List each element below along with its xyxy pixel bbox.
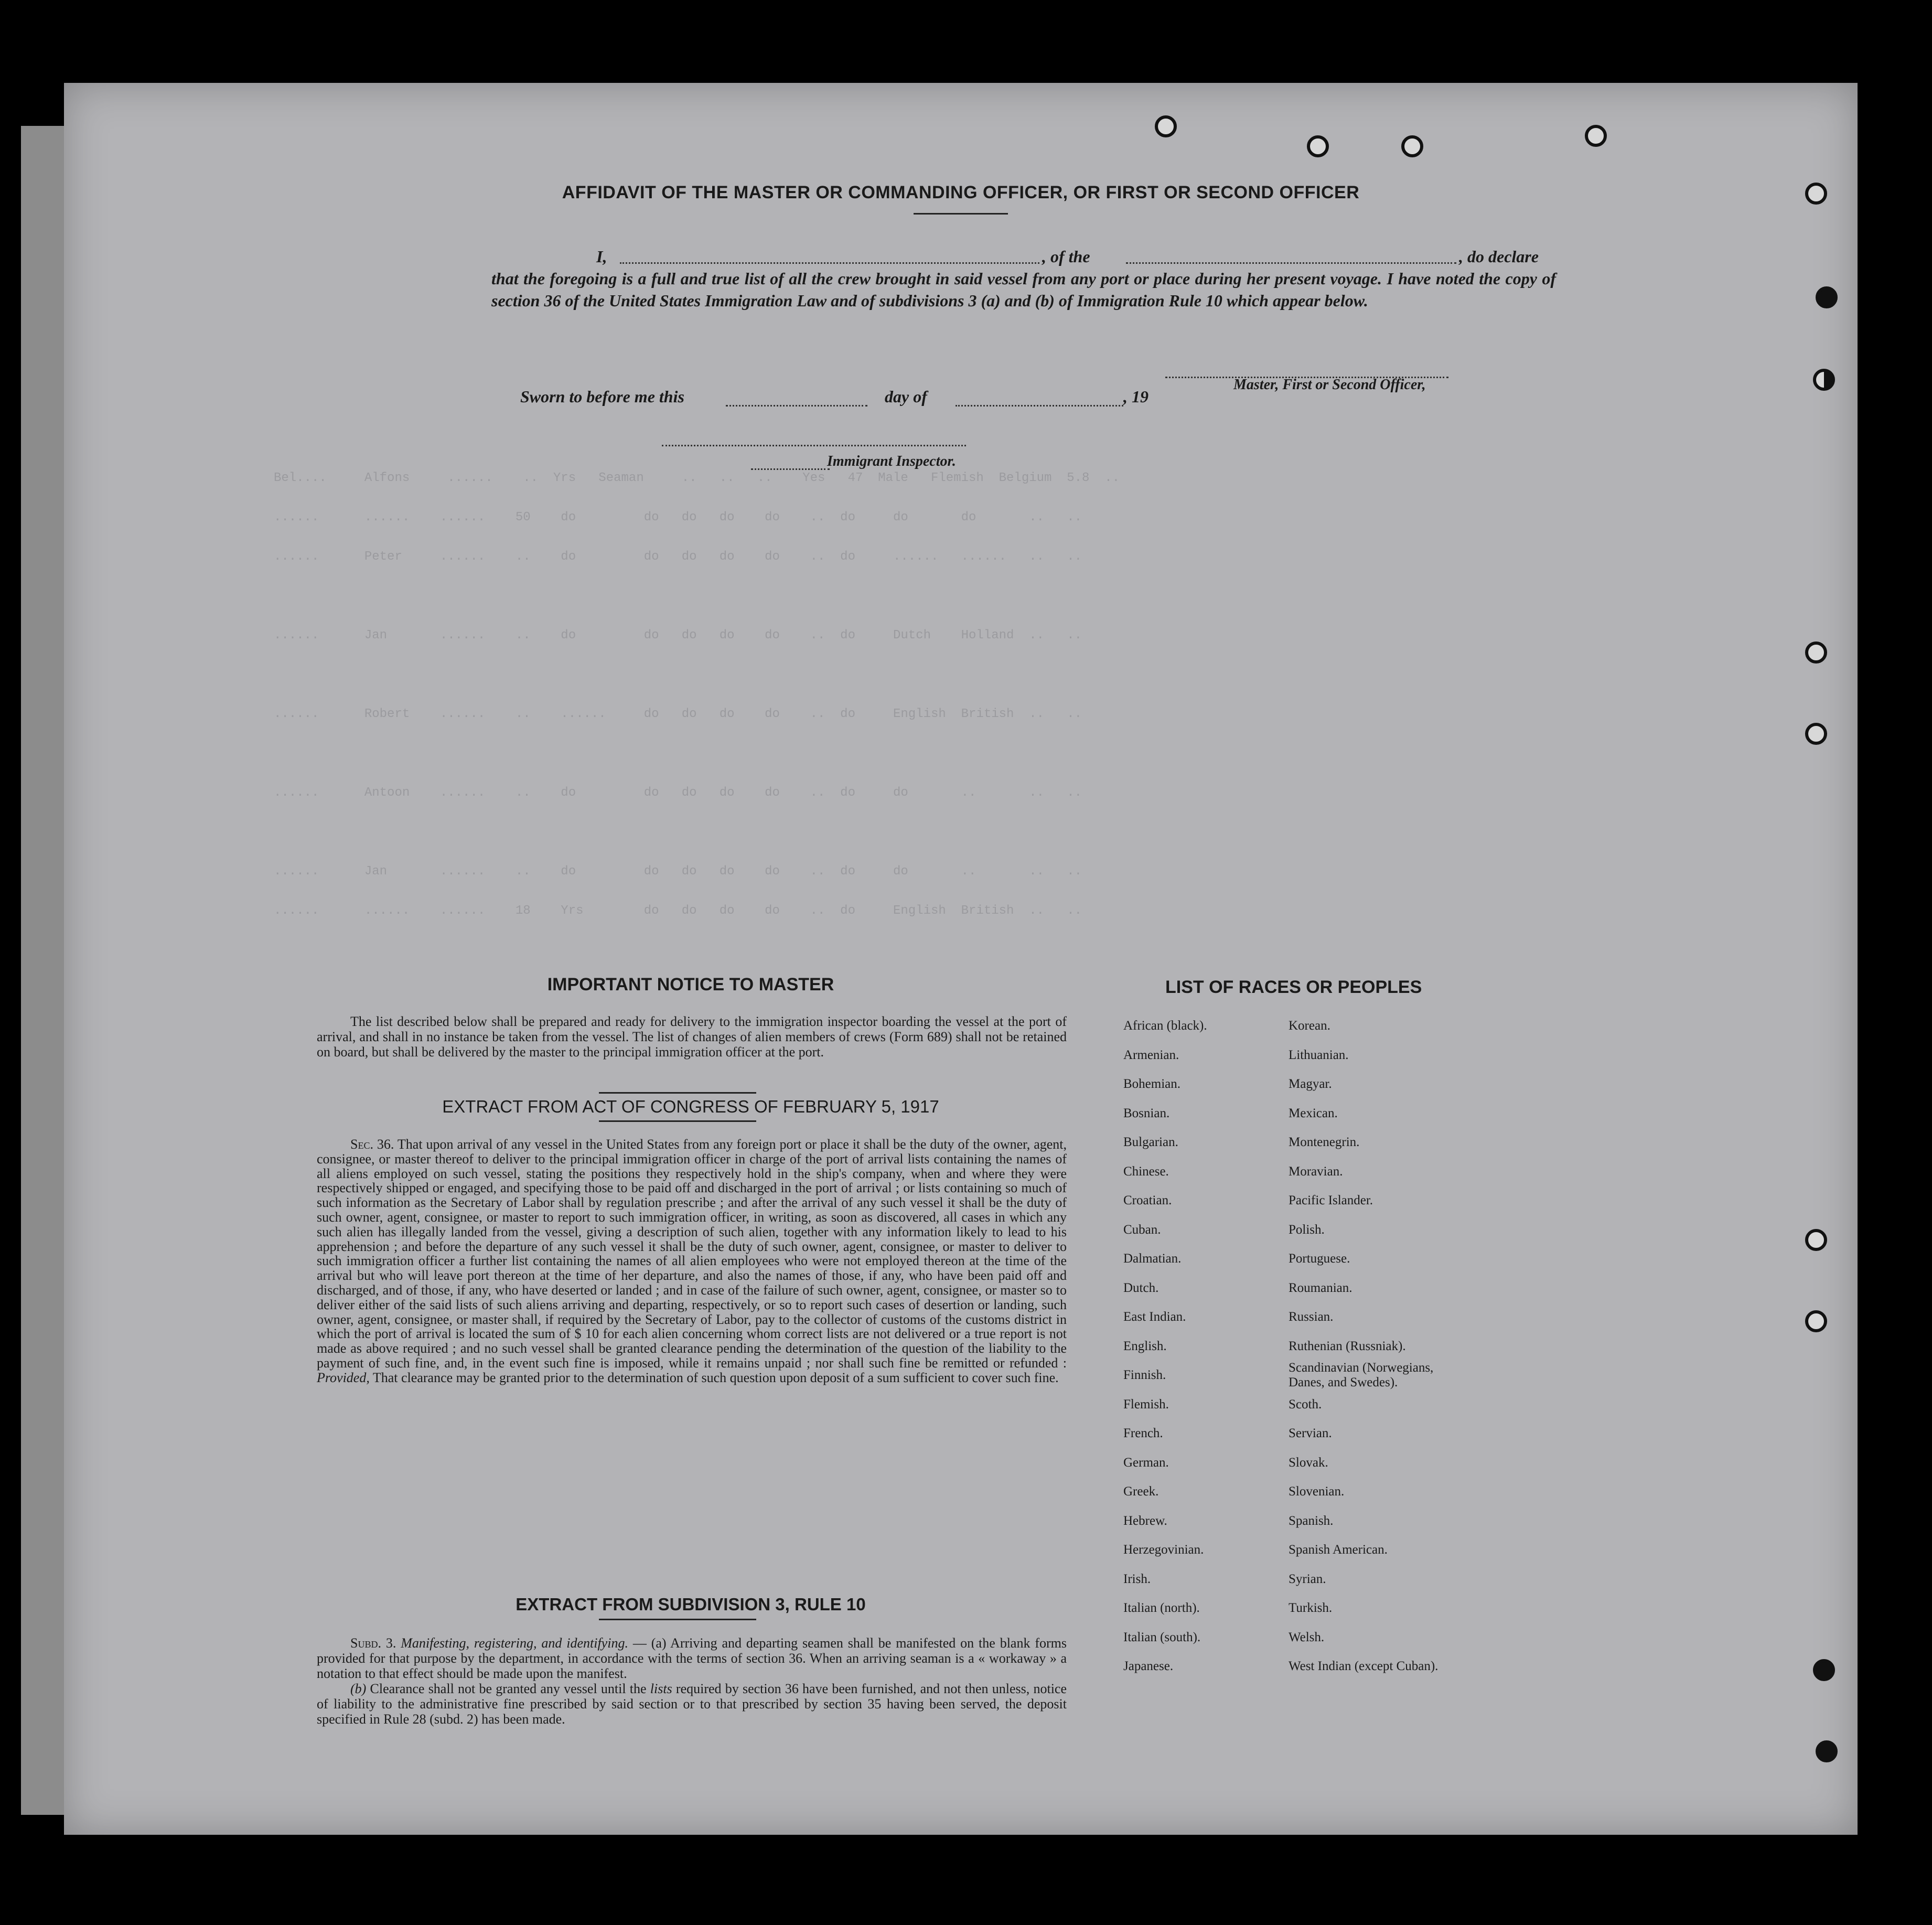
sworn-month-field[interactable] [956,405,1123,407]
act-section-36 [317,1137,1067,1385]
punch-hole-icon [1813,369,1835,391]
bleed-through-text: ...... ...... ...... 18 Yrs do do do do .. do English British .. .. [274,904,1082,918]
rule-para-b-text-1: Clearance shall not be granted any vessel until the [370,1681,647,1696]
races-column-2 [1289,1011,1467,1681]
races-title: LIST OF RACES OR PEOPLES [1165,977,1422,997]
act-sec-body: That upon arrival of any vessel in the United States from any foreign port or place it shall be the duty of the owner, agent, consignee, or master thereof to deliver to the principal immigration officer in charge of the port of arrival lists containing the names of all aliens employed on such vessel, stating the positions they respectively hold in the ship's company, when and where they were respectively shipped or engaged, and specifying those to be paid off and discharged in the port of arrival ; or lists containing so much of such information as the Secretary of Labor shall by regulation prescribe ; and after the arrival of any such vessel it shall be the duty of such owner, agent, consignee, or master to report to such immigration officer, in writing, as soon as discovered, all cases in which any such alien has illegally landed from the vessel, giving a description of such alien, together with any information likely to lead to his apprehension ; and before the departure of any such vessel it shall be the duty of such owner, agent, consignee, or master to deliver to such immigration officer a further list containing the names of all alien employees who were not employed thereon at the time of the arrival but who will leave port thereon at the time of her departure, and also the names of those, if any, who have been paid off and discharged, and of those, if any, who have deserted or landed ; and in case of the failure of such owner, agent, consignee, or master so to deliver either of the said lists of such aliens arriving and departing, respectively, or so to report such cases of desertion or landing, such owner, agent, consignee, or master shall, if required by the Secretary of Labor, pay to the collector of customs of the customs district in which the port of arrival is located the sum of $ 10 for each alien concerning whom correct lists are not delivered or a true report is not made as above required ; and no such vessel shall be granted clearance pending the determination of the question of the liability to the payment of such fine, and, in the event such fine is imposed, while it remains unpaid ; nor shall such fine be remitted or refunded : [317,1137,1067,1371]
punch-hole-icon [1585,125,1607,147]
punch-hole-icon [1813,1659,1835,1681]
declarant-name-field[interactable] [620,262,1039,264]
declaration-do-declare: , do declare [1459,247,1539,266]
vessel-name-field[interactable] [1126,262,1456,264]
inspector-label-leader [751,468,830,470]
punch-hole-icon [1816,286,1838,308]
punch-hole-icon [1307,135,1329,157]
race-item: Dalmatian. [1123,1252,1182,1266]
punch-hole-icon [1401,135,1423,157]
act-title-overline [599,1092,756,1094]
sworn-year-label: , 19 [1123,387,1149,406]
act-sec-label: Sec. 36. [350,1137,394,1152]
notice-body: The list described below shall be prepared and ready for delivery to the immigration inspector boarding the vessel at the port of arrival, and shall in no instance be taken from the vessel. The list of changes of alien members of crews (Form 689) shall not be retained on board, but shall be delivered by the master to the principal immigration officer at the port. [317,1014,1067,1060]
race-item: Spanish. [1289,1513,1334,1528]
race-item: Slovenian. [1289,1484,1345,1499]
race-item: African (black). [1123,1019,1207,1033]
race-item: Bulgarian. [1123,1135,1178,1149]
affidavit-title: AFFIDAVIT OF THE MASTER OR COMMANDING OFFICER, OR FIRST OR SECOND OFFICER [562,183,1360,202]
race-item: Turkish. [1289,1601,1333,1615]
race-item: Korean. [1289,1019,1330,1033]
rule-title: EXTRACT FROM SUBDIVISION 3, RULE 10 [516,1595,866,1614]
race-item: Welsh. [1289,1630,1325,1644]
rule-subd-heading: Manifesting, registering, and identifying. [401,1635,628,1651]
title-underline [914,213,1008,215]
race-item: Syrian. [1289,1571,1326,1586]
race-item: Armenian. [1123,1047,1179,1062]
bleed-through-text: Bel.... Alfons ...... .. Yrs Seaman .. .. .. Yes 47 Male Flemish Belgium 5.8 .. [274,471,1120,485]
punch-hole-icon [1805,1229,1827,1251]
race-item: Irish. [1123,1571,1151,1586]
sworn-prefix: Sworn to before me this [520,387,684,406]
bleed-through-text: ...... Robert ...... .. ...... do do do do .. do English British .. .. [274,707,1082,721]
rule-para-a-marker: — (a) [632,1635,667,1651]
punch-hole-icon [1805,1310,1827,1332]
race-item: Hebrew. [1123,1513,1167,1528]
race-item: Magyar. [1289,1077,1332,1091]
rule-para-b-lists: lists [650,1681,672,1696]
rule-para-a [317,1635,1067,1681]
race-item: Dutch. [1123,1280,1159,1295]
punch-hole-icon [1816,1740,1838,1762]
race-item: Spanish American. [1289,1543,1388,1557]
race-item: Scoth. [1289,1397,1322,1411]
rule-subdivision-3 [317,1635,1067,1727]
bleed-through-text: ...... Peter ...... .. do do do do do .. do ...... ...... .. .. [274,550,1082,564]
race-item: Scandinavian (Norwegians, Danes, and Swedes). [1289,1361,1434,1389]
race-item: Finnish. [1123,1368,1166,1382]
sworn-day-label: day of [885,387,927,406]
declaration-i: I, [596,247,607,266]
race-item: Bosnian. [1123,1106,1170,1120]
bleed-through-text: ...... Jan ...... .. do do do do do .. do Dutch Holland .. .. [274,628,1082,643]
affidavit-declaration [491,245,1556,312]
officer-signature-label: Master, First or Second Officer, [1233,377,1426,393]
race-item: Italian (north). [1123,1601,1200,1615]
race-item: French. [1123,1426,1163,1440]
inspector-label: Immigrant Inspector. [827,453,956,469]
race-item: Bohemian. [1123,1077,1181,1091]
race-item: Japanese. [1123,1659,1174,1673]
race-item: Servian. [1289,1426,1332,1440]
race-item: Montenegrin. [1289,1135,1360,1149]
punch-hole-icon [1805,723,1827,745]
act-proviso-label: Provided, [317,1370,370,1385]
punch-hole-icon [1805,183,1827,205]
rule-para-a-text: Arriving and departing seamen shall be manifested on the blank forms provided for that purpose by the department, in accordance with the terms of section 36. When an arriving seaman is a « workaway » a notation to that effect should be made upon the manifest. [317,1635,1067,1681]
race-item: Cuban. [1123,1222,1161,1237]
race-item: Russian. [1289,1310,1334,1324]
race-item: Roumanian. [1289,1280,1353,1295]
race-item: Pacific Islander. [1289,1193,1373,1207]
bleed-through-text: ...... ...... ...... 50 do do do do do .. do do do .. .. [274,510,1082,525]
declaration-of-the: , of the [1042,247,1090,266]
rule-title-underline [599,1619,756,1620]
inspector-signature-line[interactable] [662,445,966,446]
race-item: Portuguese. [1289,1252,1350,1266]
act-title-underline [599,1120,756,1122]
race-item: Lithuanian. [1289,1047,1349,1062]
punch-hole-icon [1805,641,1827,664]
race-item: English. [1123,1339,1167,1353]
bleed-through-text: ...... Antoon ...... .. do do do do do .. do do .. .. .. [274,786,1082,800]
race-item: Greek. [1123,1484,1159,1499]
race-item: West Indian (except Cuban). [1289,1659,1439,1673]
declaration-first-line [491,245,1556,268]
declaration-body: that the foregoing is a full and true list of all the crew brought in said vessel from any port or place during her present voyage. I have noted the copy of section 36 of the United States Immigration Law and of subdivisions 3 (a) and (b) of Immigration Rule 10 which appear below. [491,269,1556,310]
race-item: Polish. [1289,1222,1325,1237]
race-item: Ruthenian (Russniak). [1289,1339,1406,1353]
race-item: Moravian. [1289,1164,1343,1179]
rule-para-b [317,1681,1067,1727]
manifest-page [64,83,1858,1835]
race-item: Italian (south). [1123,1630,1201,1644]
race-item: East Indian. [1123,1310,1186,1324]
notice-title: IMPORTANT NOTICE TO MASTER [547,975,834,994]
race-item: Flemish. [1123,1397,1169,1411]
rule-para-b-marker: (b) [350,1681,367,1696]
sworn-day-field[interactable] [726,405,867,407]
rule-para-b-text-2: required by section 36 have been furnished, and not then unless, notice of liability to the administrative fine prescribed by said section or to that prescribed by section 35 having been served, the deposit specified in Rule 28 (subd. 2) has been made. [317,1681,1067,1727]
race-item: Slovak. [1289,1455,1328,1470]
races-column-1 [1123,1011,1207,1681]
race-item: Herzegovinian. [1123,1543,1204,1557]
act-proviso-text: That clearance may be granted prior to the determination of such question upon deposit of a sum sufficient to cover such fine. [372,1370,1059,1385]
race-item: German. [1123,1455,1169,1470]
race-item: Mexican. [1289,1106,1338,1120]
race-item: Chinese. [1123,1164,1169,1179]
act-title: EXTRACT FROM ACT OF CONGRESS OF FEBRUARY 5, 1917 [442,1097,939,1116]
bleed-through-text: ...... Jan ...... .. do do do do do .. do do .. .. .. [274,864,1082,879]
punch-hole-icon [1155,115,1177,137]
rule-subd-label: Subd. 3. [350,1635,396,1651]
race-item: Croatian. [1123,1193,1172,1207]
